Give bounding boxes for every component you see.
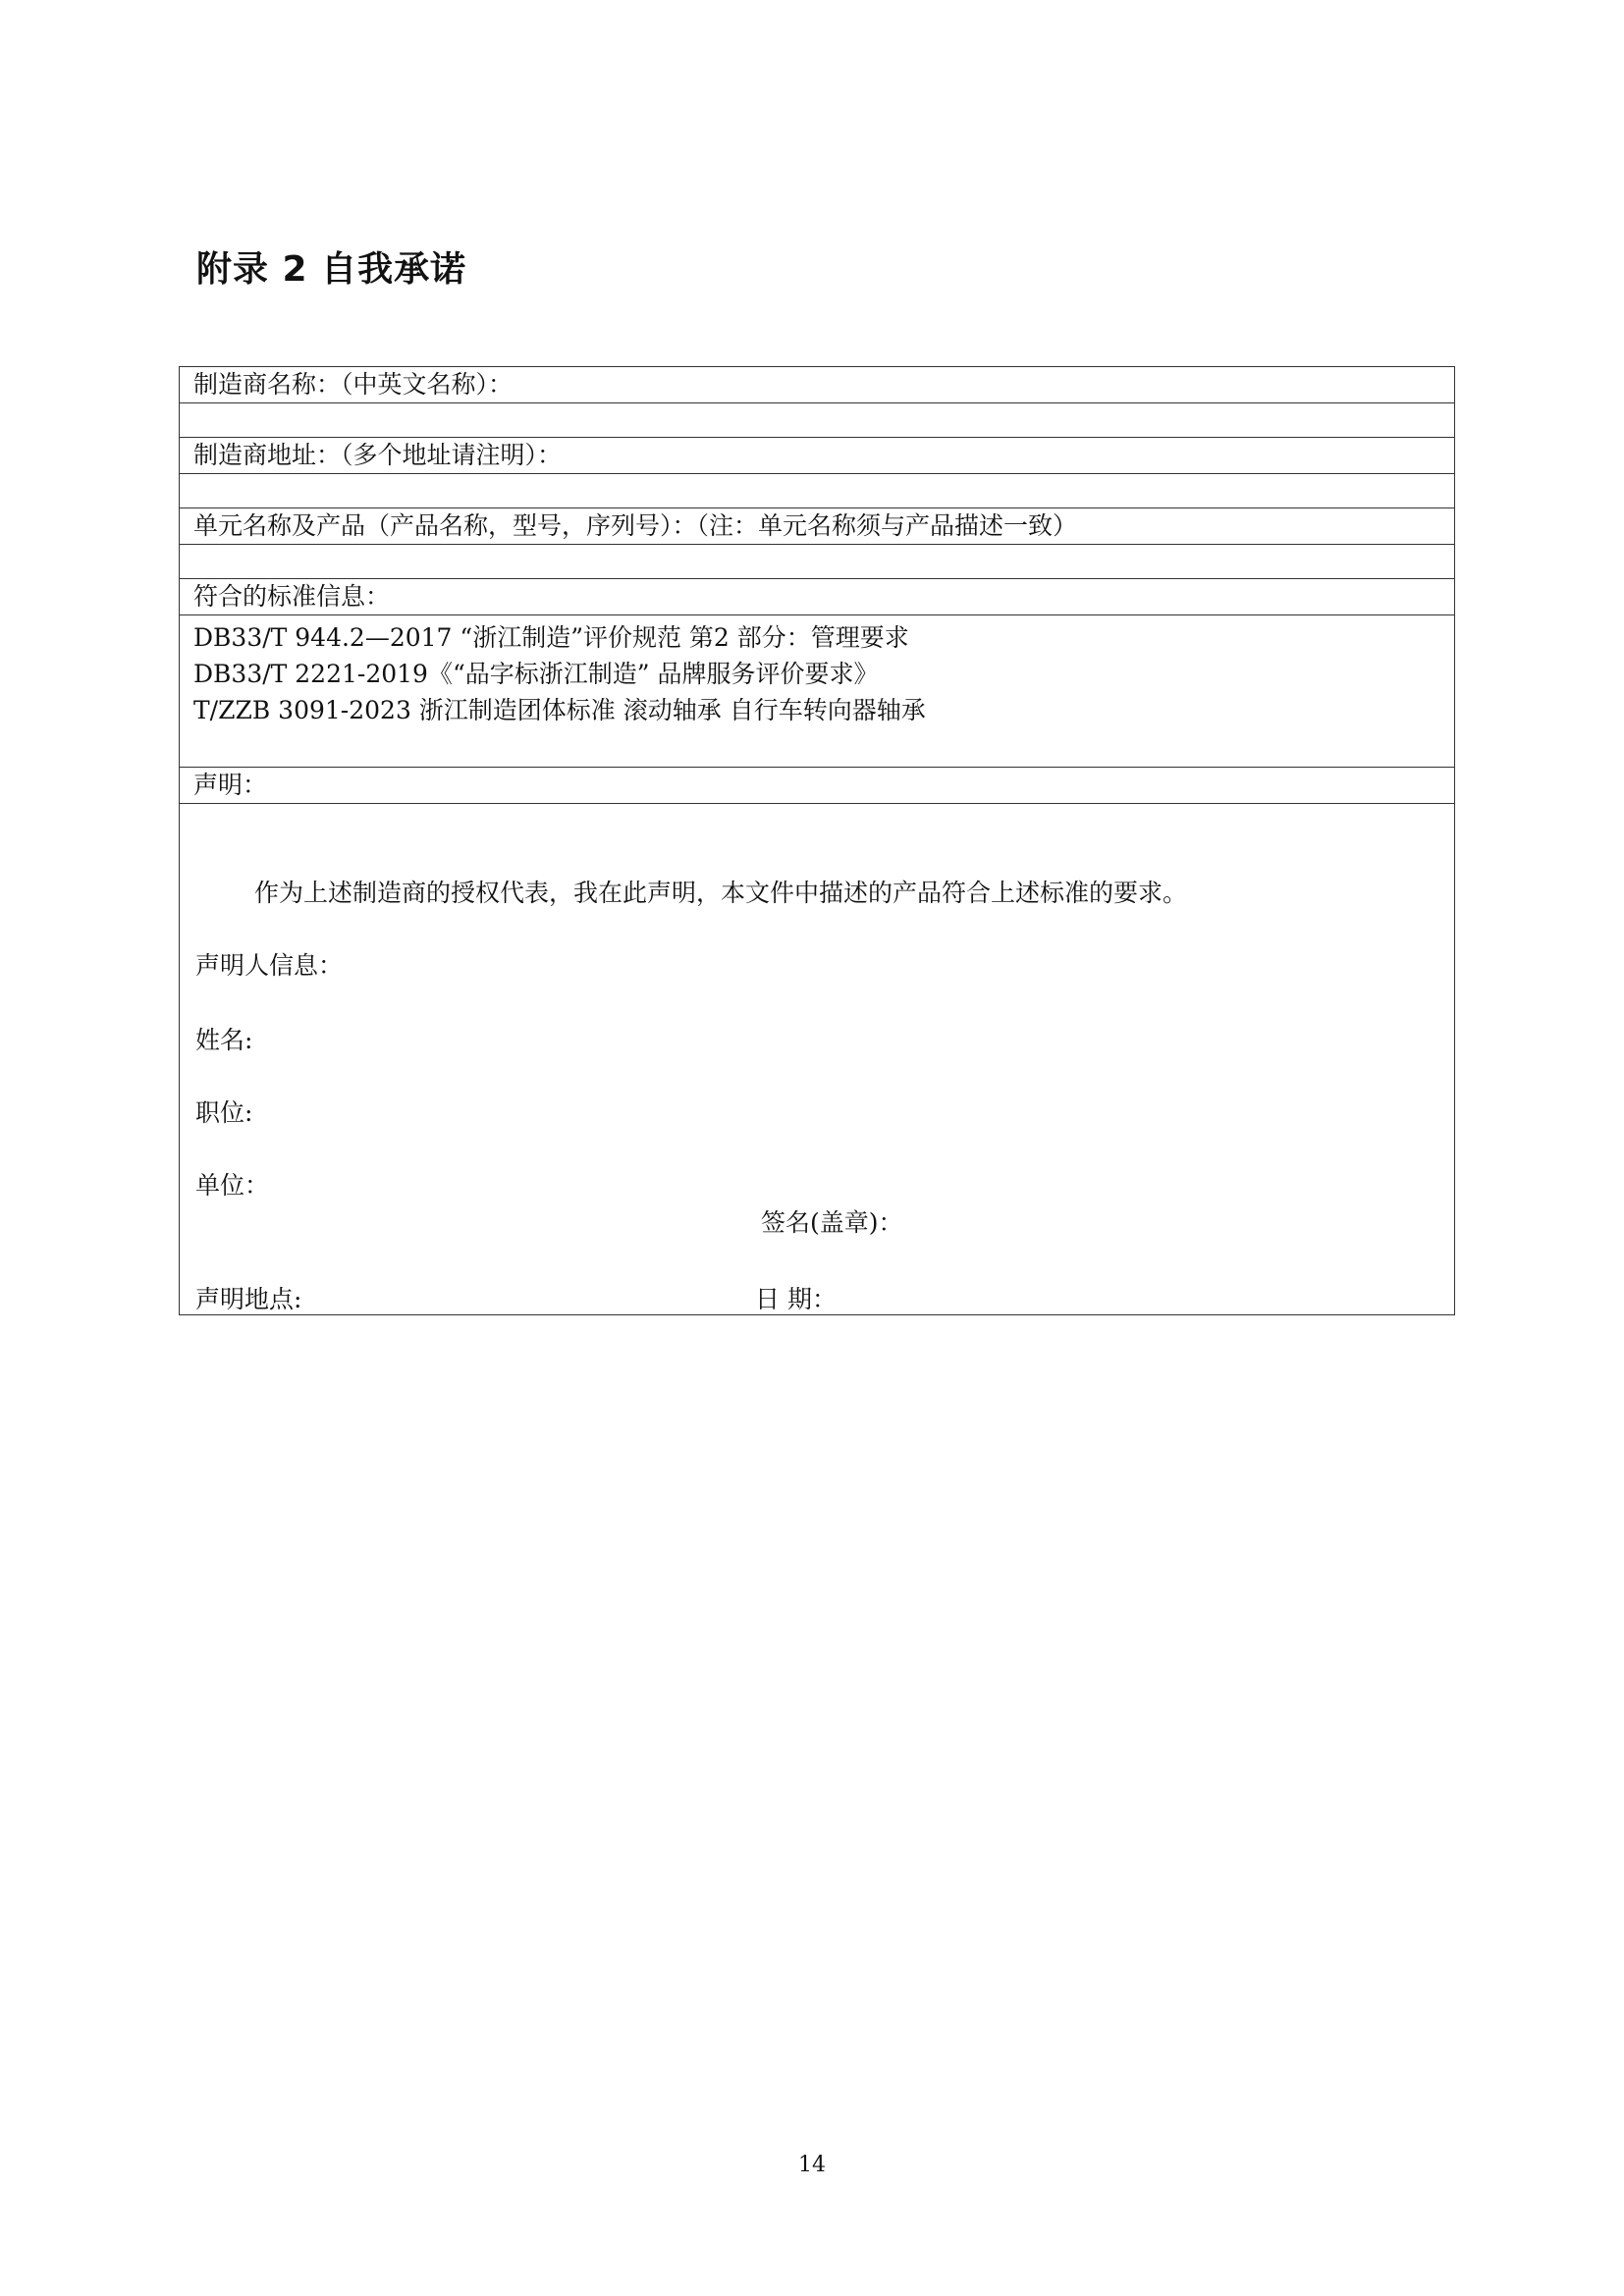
standard-item: T/ZZB 3091-2023 浙江制造团体标准 滚动轴承 自行车转向器轴承 <box>193 696 926 724</box>
declarant-info-label: 声明人信息： <box>195 951 344 980</box>
unit-product-field-row <box>180 545 1455 579</box>
manufacturer-name-row <box>180 367 1455 403</box>
manufacturer-name-field[interactable] <box>180 403 1455 438</box>
date-label[interactable]: 日 期： <box>755 1285 837 1313</box>
name-label[interactable]: 姓名: <box>195 1026 253 1054</box>
manufacturer-name-field-row <box>180 403 1455 438</box>
standards-label-row <box>180 579 1455 615</box>
standards-list-row <box>180 615 1455 768</box>
page-number: 14 <box>798 2153 826 2177</box>
position-label[interactable]: 职位: <box>195 1098 253 1127</box>
declaration-label-row <box>180 768 1455 804</box>
declaration-statement: 作为上述制造商的授权代表，我在此声明，本文件中描述的产品符合上述标准的要求。 <box>254 879 1188 907</box>
standards-label: 符合的标准信息： <box>180 579 1455 615</box>
manufacturer-name-label: 制造商名称：（中英文名称）： <box>180 367 1455 403</box>
declaration-label: 声明： <box>180 768 1455 804</box>
unit-product-label: 单元名称及产品（产品名称，型号，序列号）：（注：单元名称须与产品描述一致） <box>180 508 1455 545</box>
manufacturer-address-field-row <box>180 474 1455 508</box>
unit-product-field[interactable] <box>180 545 1455 579</box>
declaration-body-row <box>180 804 1455 1315</box>
place-label[interactable]: 声明地点: <box>195 1285 302 1313</box>
standards-list <box>180 615 1455 768</box>
manufacturer-address-row <box>180 438 1455 474</box>
unit-product-row <box>180 508 1455 545</box>
self-commitment-form <box>179 366 1455 1315</box>
standard-item: DB33/T 2221-2019《“品字标浙江制造” 品牌服务评价要求》 <box>193 660 879 688</box>
unit-label[interactable]: 单位： <box>195 1171 270 1200</box>
declaration-body <box>180 804 1455 1315</box>
standard-item: DB33/T 944.2—2017 “浙江制造”评价规范 第2 部分：管理要求 <box>193 623 909 652</box>
signature-label[interactable]: 签名(盖章)： <box>761 1208 903 1237</box>
page-title: 附录 2 自我承诺 <box>196 249 467 290</box>
manufacturer-address-label: 制造商地址：（多个地址请注明）： <box>180 438 1455 474</box>
manufacturer-address-field[interactable] <box>180 474 1455 508</box>
